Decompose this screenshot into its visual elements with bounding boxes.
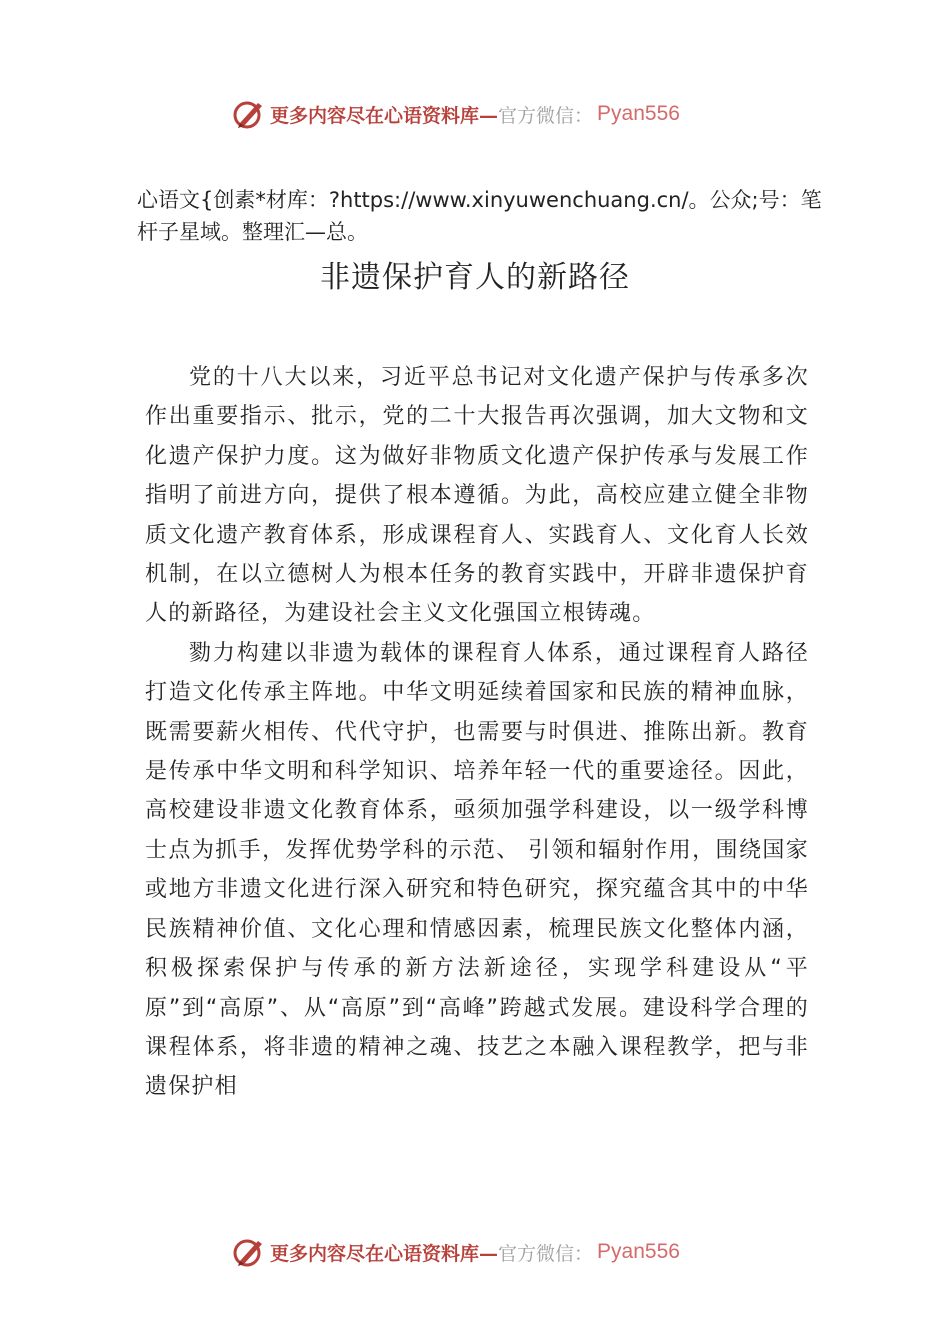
article-body [145, 358, 809, 1107]
footer-banner [232, 1234, 680, 1270]
pen-logo-icon [232, 1235, 266, 1269]
source-line: 心语文{创素*材库：?https://www.xinyuwenchuang.cn/。公众;号：笔杆子星域。整理汇—总。 [137, 188, 822, 244]
header-banner [232, 96, 680, 132]
banner-text: 更多内容尽在心语资料库— [270, 1242, 499, 1265]
banner-wechat-label: 官方微信： [498, 104, 594, 127]
pen-logo-icon [232, 97, 266, 131]
paragraph: 勠力构建以非遗为载体的课程育人体系，通过课程育人路径打造文化传承主阵地。中华文明延续着国家和民族的精神血脉，既需要薪火相传、代代守护，也需要与时俱进、推陈出新。教育是传承中华文明和科学知识、培养年轻一代的重要途径。因此，高校建设非遗文化教育体系，亟须加强学科建设，以一级学科博士点为抓手，发挥优势学科的示范、 引领和辐射作用，围绕国家或地方非遗文化进行深入研究和特色研究，探究蕴含其中的中华民族精神价值、文化心理和情感因素，梳理民族文化整体内涵，积极探索保护与传承的新方法新途径，实现学科建设从“平原”到“高原”、从“高原”到“高峰”跨越式发展。建设科学合理的课程体系，将非遗的精神之魂、技艺之本融入课程教学，把与非遗保护相 [145, 640, 809, 1100]
banner-wechat-label: 官方微信： [498, 1242, 594, 1265]
banner-wechat-id: Pyan556 [597, 102, 680, 125]
paragraph: 党的十八大以来，习近平总书记对文化遗产保护与传承多次作出重要指示、批示，党的二十大报告再次强调，加大文物和文化遗产保护力度。这为做好非物质文化遗产保护传承与发展工作指明了前进方向，提供了根本遵循。为此，高校应建立健全非物质文化遗产教育体系，形成课程育人、实践育人、文化育人长效机制，在以立德树人为根本任务的教育实践中，开辟非遗保护育人的新路径，为建设社会主义文化强国立根铸魂。 [145, 365, 809, 627]
banner-text: 更多内容尽在心语资料库— [270, 104, 499, 127]
article-title: 非遗保护育人的新路径 [320, 260, 630, 295]
banner-wechat-id: Pyan556 [597, 1240, 680, 1263]
